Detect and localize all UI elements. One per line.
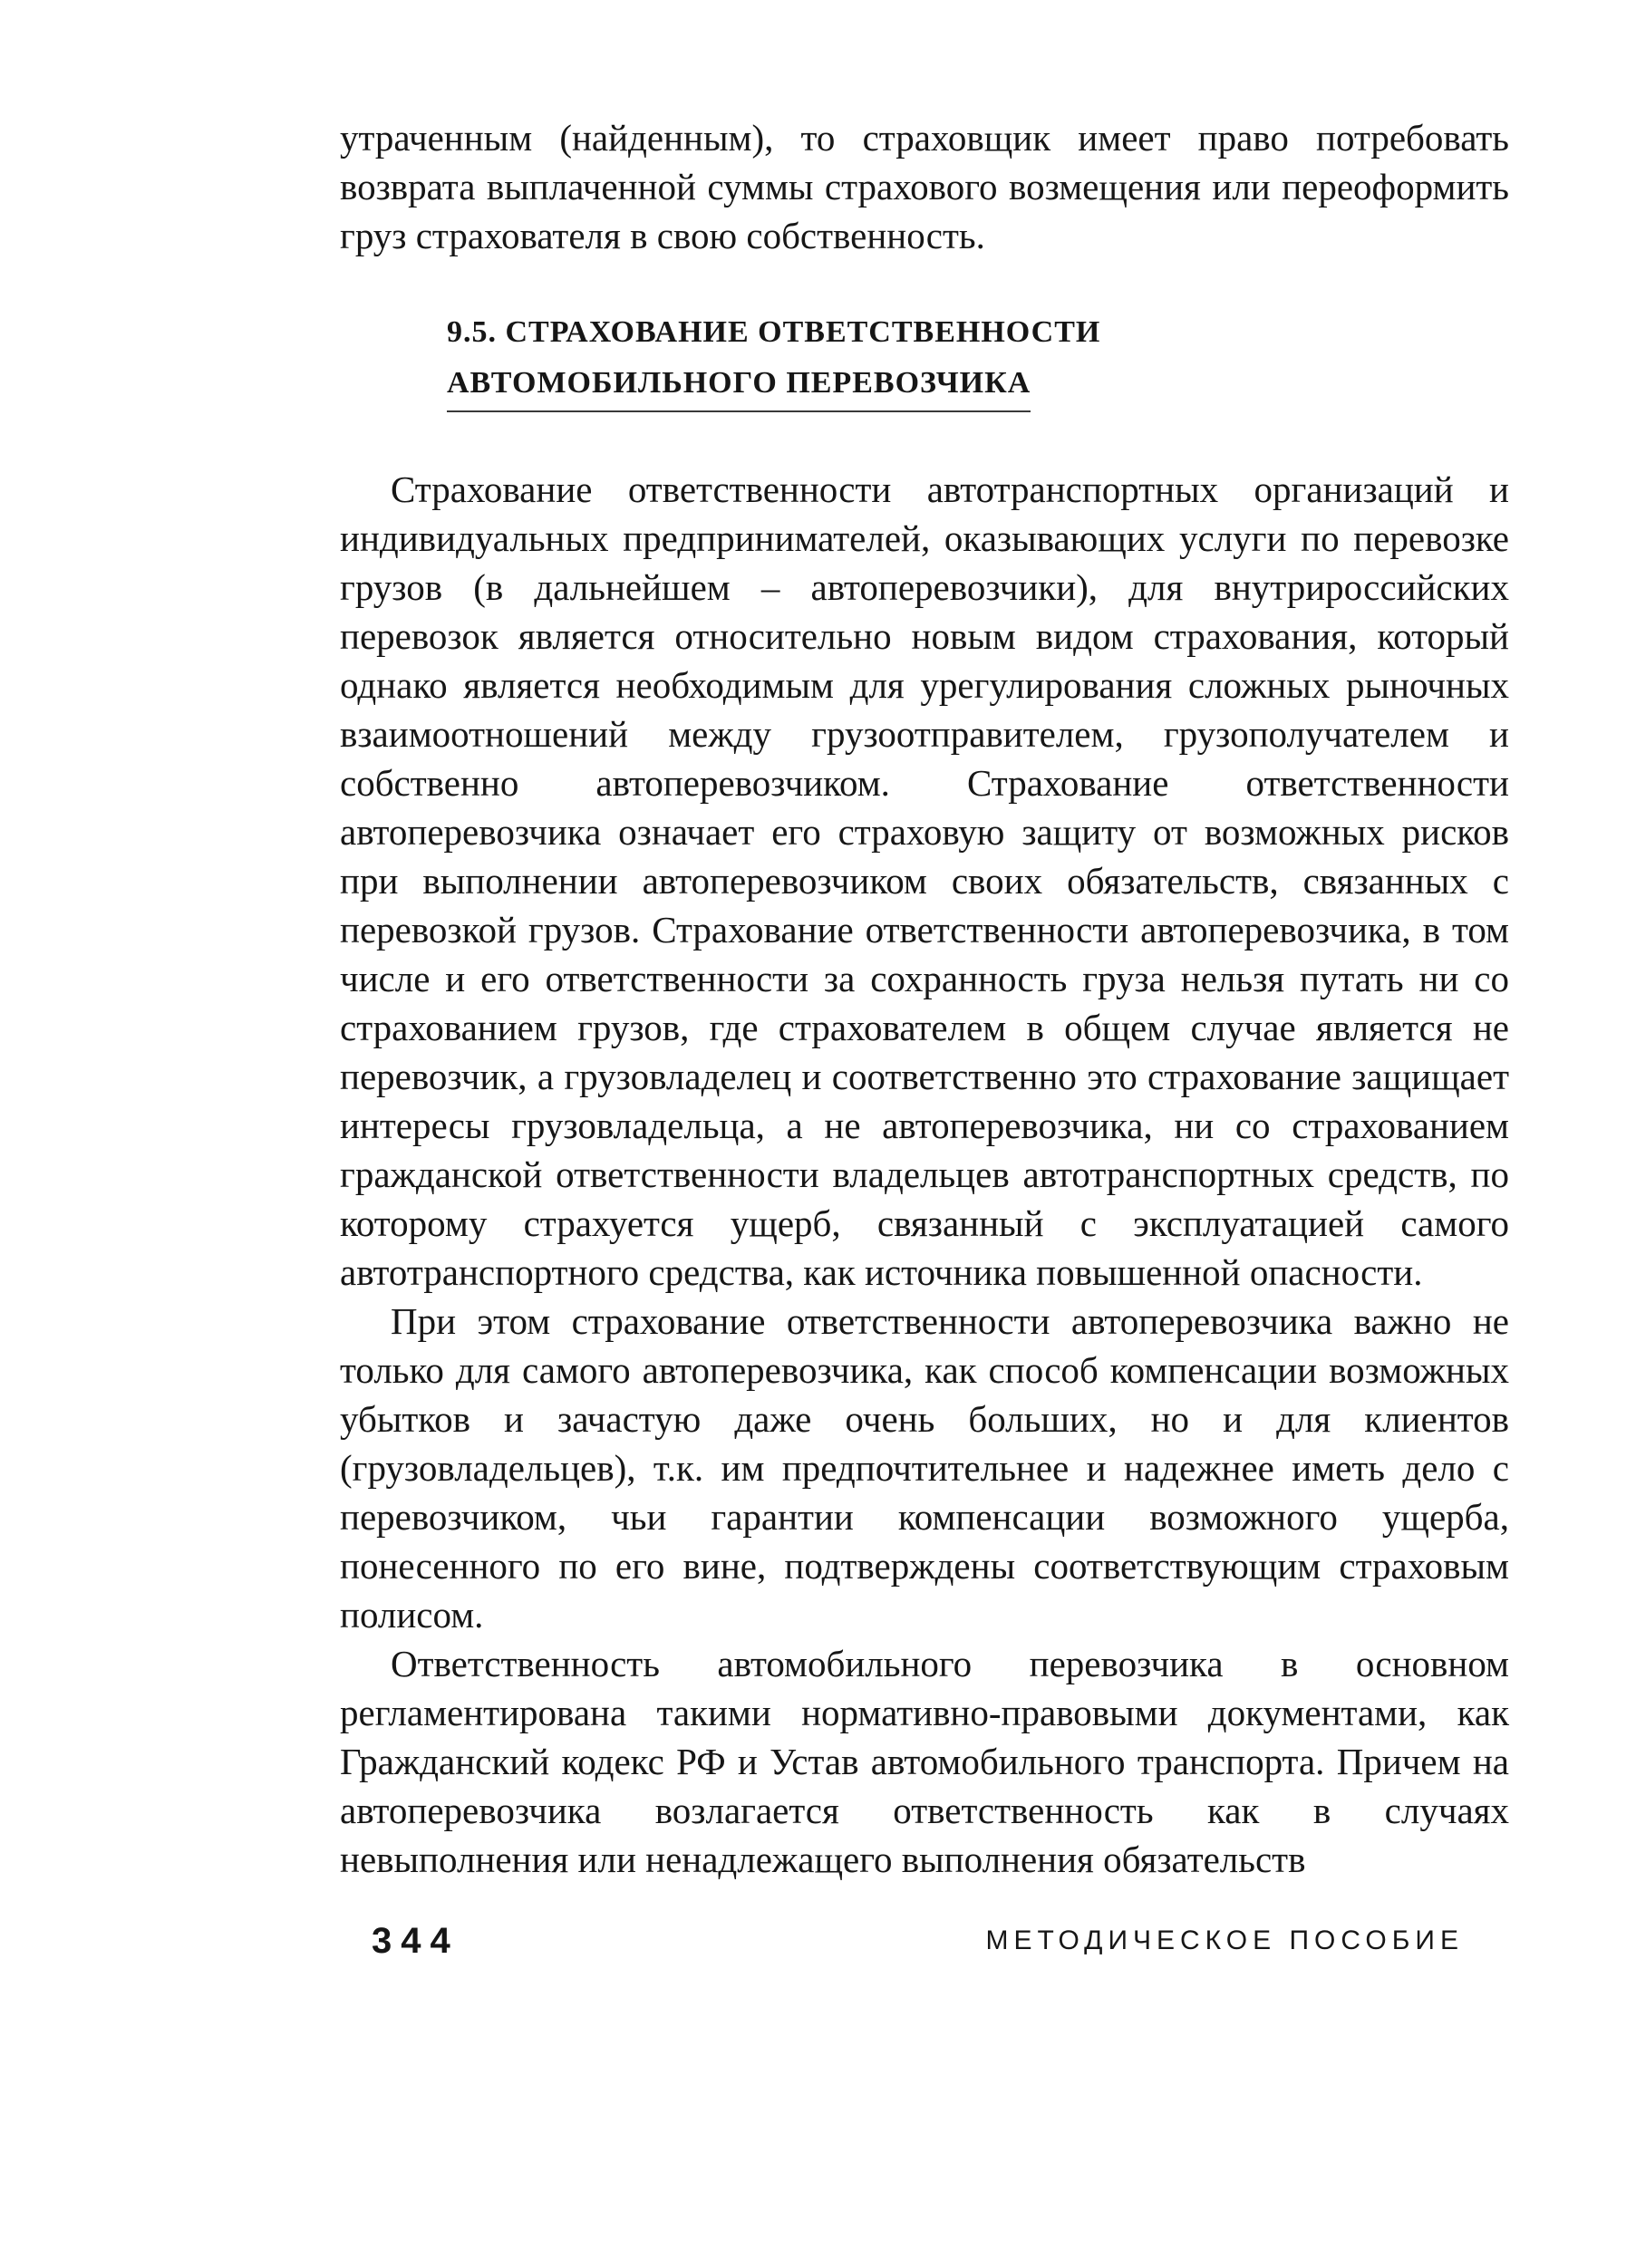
paragraph-intro: утраченным (найденным), то страховщик имеет право потребовать возврата выплаченной суммы страхового возмещения или переоформить груз страхователя в свою собственность. (340, 117, 1509, 256)
section-heading-line-1: 9.5. СТРАХОВАНИЕ ОТВЕТСТВЕННОСТИ (447, 315, 1101, 349)
paragraph-2: При этом страхование ответственности автоперевозчика важно не только для самого автоперевозчика, как способ компенсации возможных убытков и зачастую даже очень больших, но и для клиентов (грузовладельцев), т.к. им предпочтительнее и надежнее иметь дело с перевозчиком, чьи гарантии компенсации возможного ущерба, понесенного по его вине, подтверждены соответствующим страховым полисом. (340, 1300, 1509, 1636)
section-heading-line-2: АВТОМОБИЛЬНОГО ПЕРЕВОЗЧИКА (447, 358, 1031, 412)
page-body (340, 113, 1509, 1884)
paragraph-1: Страхование ответственности автотранспортных организаций и индивидуальных предпринимателей, оказывающих услуги по перевозке грузов (в дальнейшем – автоперевозчики), для внутрироссийских перевозок является относительно новым видом страхования, который однако является необходимым для урегулирования сложных рыночных взаимоотношений между грузоотправителем, грузополучателем и собственно автоперевозчиком. Страхование ответственности автоперевозчика означает его страховую защиту от возможных рисков при выполнении автоперевозчиком своих обязательств, связанных с перевозкой грузов. Страхование ответственности автоперевозчика, в том числе и его ответственности за сохранность груза нельзя путать ни со страхованием грузов, где страхователем в общем случае является не перевозчик, а грузовладелец и соответственно это страхование защищает интересы грузовладельца, а не автоперевозчика, ни со страхованием гражданской ответственности владельцев автотранспортных средств, по которому страхуется ущерб, связанный с эксплуатацией самого автотранспортного средства, как источника повышенной опасности. (340, 468, 1509, 1293)
section-heading (447, 307, 1509, 412)
paragraph-3: Ответственность автомобильного перевозчика в основном регламентирована такими нормативно-правовыми документами, как Гражданский кодекс РФ и Устав автомобильного транспорта. Причем на автоперевозчика возлагается ответственность как в случаях невыполнения или ненадлежащего выполнения обязательств (340, 1643, 1509, 1880)
page-number: 344 (372, 1921, 460, 1961)
page-footer (372, 1921, 1464, 1966)
running-title: МЕТОДИЧЕСКОЕ ПОСОБИЕ (985, 1925, 1464, 1955)
